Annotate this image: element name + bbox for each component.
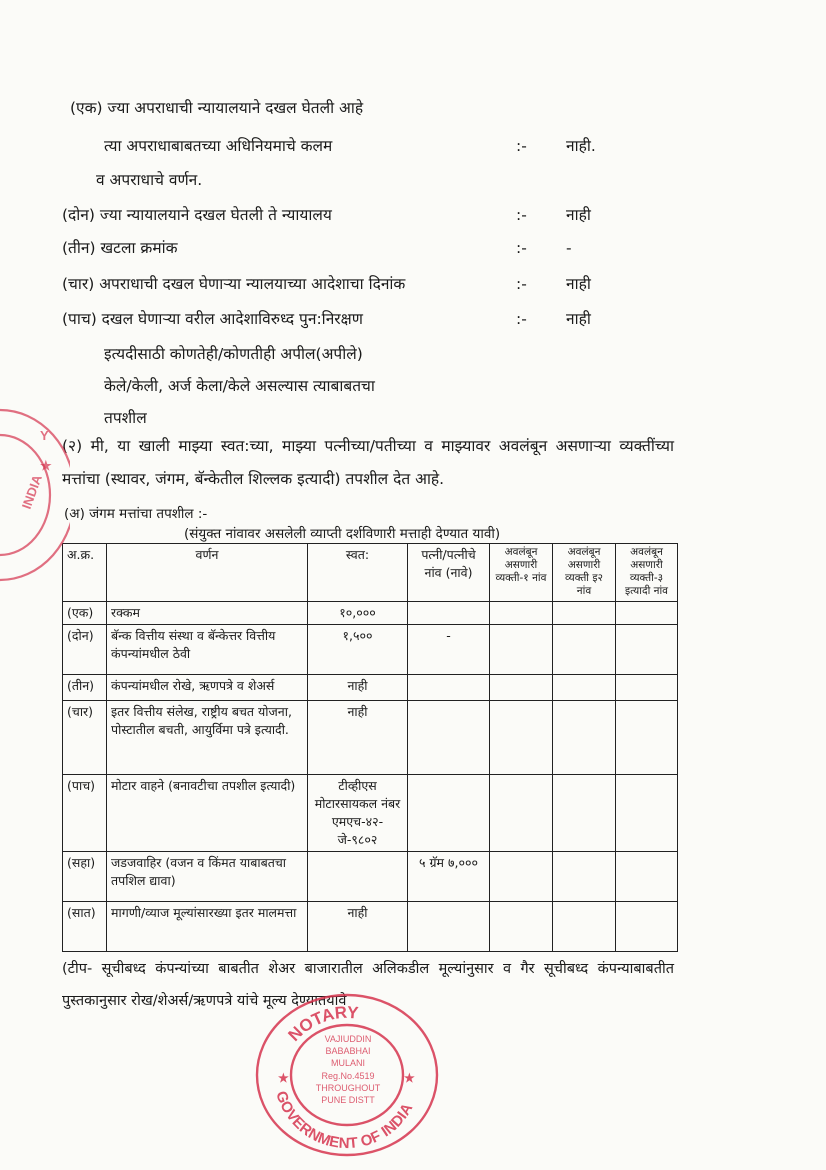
svg-text:★: ★ (278, 1071, 289, 1085)
row-description: बॅन्क वित्तीय संस्था व बॅन्केत्तर वित्तीय कंपन्यांमधील ठेवी (107, 625, 308, 675)
crime-value-1: नाही. (566, 137, 596, 155)
crime-item-5c: केले/केली, अर्ज केला/केले असल्यास त्याबाबतचा (104, 377, 375, 395)
row-dep3 (616, 675, 678, 701)
row-dep1 (490, 675, 553, 701)
row-sr: (चार) (63, 701, 107, 775)
row-sr: (पाच) (63, 775, 107, 852)
row-sr: (दोन) (63, 625, 107, 675)
row-description: इतर वित्तीय संलेख, राष्ट्रीय बचत योजना, पोस्टातील बचती, आयुर्विमा पत्रे इत्यादी. (107, 701, 308, 775)
row-dep2 (553, 775, 616, 852)
crime-item-4: (चार) अपराधाची दखल घेणाऱ्या न्यालयाच्या आदेशाचा दिनांक (62, 275, 406, 293)
crime-line-1: (एक) ज्या अपराधाची न्यायालयाने दखल घेतली आहे (70, 99, 364, 117)
row-dep1 (490, 602, 553, 625)
movable-assets-heading: (अ) जंगम मत्तांचा तपशील :- (64, 506, 208, 522)
stamp-inner-6: PUNE DISTT (321, 1095, 375, 1105)
row-dep3 (616, 701, 678, 775)
row-dep1 (490, 775, 553, 852)
svg-text:★: ★ (40, 458, 52, 473)
section-2-paragraph: (२) मी, या खाली माझ्या स्वत:च्या, माझ्या पत्नीच्या/पतीच्या व माझ्यावर अवलंबून असणाऱ्या व्यक्तींच्या मत्तांचा (स्थावर, जंगम, बॅन्केतील शिल्लक इत्यादी) तपशील देत आहे. (62, 437, 674, 488)
stamp-inner-5: THROUGHOUT (315, 1083, 381, 1093)
row-dep3 (616, 625, 678, 675)
row-dep1 (490, 701, 553, 775)
row-self-value: नाही (308, 675, 408, 701)
table-row (63, 852, 678, 902)
table-header-row (63, 544, 678, 602)
colon-3: :- (516, 239, 527, 257)
table-row (63, 675, 678, 701)
row-dep2 (553, 701, 616, 775)
movable-assets-table (62, 543, 678, 952)
colon-1: :- (516, 137, 527, 155)
notary-stamp-icon (252, 990, 442, 1160)
stamp-inner-2: BABABHAI (325, 1046, 371, 1056)
crime-item-5a: (पाच) दखल घेणाऱ्या वरील आदेशाविरुध्द पुन:निरक्षण (62, 310, 363, 328)
crime-line-3: व अपराधाचे वर्णन. (96, 171, 203, 189)
row-dep3 (616, 852, 678, 902)
row-self-value: १०,००० (308, 602, 408, 625)
crime-item-3: (तीन) खटला क्रमांक (62, 239, 178, 257)
row-dep2 (553, 625, 616, 675)
header-spouse: पत्नी/पत्नीचे नांव (नावे) (408, 544, 490, 602)
joint-assets-note: (संयुक्त नांवावर असलेली व्याप्ती दर्शविणारी मत्ताही देण्यात यावी) (184, 526, 501, 542)
row-spouse-value (408, 675, 490, 701)
row-description: कंपन्यांमधील रोखे, ऋणपत्रे व शेअर्स (107, 675, 308, 701)
colon-2: :- (516, 206, 527, 224)
stamp-top-text: NOTARY (284, 1002, 360, 1045)
table-row (63, 902, 678, 952)
crime-item-2: (दोन) ज्या न्यायालयाने दखल घेतली ते न्यायालय (62, 206, 332, 224)
crime-value-5: नाही (566, 310, 591, 328)
row-self-value: १,५०० (308, 625, 408, 675)
table-row (63, 602, 678, 625)
row-self-value: टीव्हीएस मोटारसायकल नंबर एमएच-४२-जे-९८०२ (308, 775, 408, 852)
row-dep1 (490, 625, 553, 675)
table-row (63, 701, 678, 775)
row-spouse-value (408, 902, 490, 952)
stamp-bottom-text: GOVERNMENT OF INDIA (272, 1088, 417, 1153)
crime-value-4: नाही (566, 275, 591, 293)
colon-5: :- (516, 310, 527, 328)
header-dependent-3: अवलंबून असणारी व्यक्ती-३ इत्यादी नांव (616, 544, 678, 602)
row-description: मोटार वाहने (बनावटीचा तपशील इत्यादी) (107, 775, 308, 852)
crime-item-5d: तपशील (104, 409, 147, 427)
header-sr: अ.क्र. (63, 544, 107, 602)
header-description: वर्णन (107, 544, 308, 602)
row-description: मागणी/व्याज मूल्यांसारख्या इतर मालमत्ता (107, 902, 308, 952)
colon-4: :- (516, 275, 527, 293)
row-self-value: नाही (308, 902, 408, 952)
row-sr: (सहा) (63, 852, 107, 902)
row-dep3 (616, 902, 678, 952)
row-sr: (सात) (63, 902, 107, 952)
header-self: स्वत: (308, 544, 408, 602)
row-description: जडजवाहिर (वजन व किंमत याबाबतचा तपशिल द्यावा) (107, 852, 308, 902)
row-sr: (तीन) (63, 675, 107, 701)
stamp-inner-4: Reg.No.4519 (321, 1071, 375, 1081)
row-dep1 (490, 852, 553, 902)
row-description: रक्कम (107, 602, 308, 625)
row-dep2 (553, 602, 616, 625)
header-dependent-2: अवलंबून असणारी व्यक्ती इ२ नांव (553, 544, 616, 602)
table-row (63, 775, 678, 852)
crime-line-2: त्या अपराधाबाबतच्या अधिनियमाचे कलम (104, 137, 333, 155)
crime-value-3: - (566, 239, 572, 257)
row-spouse-value (408, 701, 490, 775)
stamp-inner-3: MULANI (330, 1058, 366, 1068)
crime-item-5b: इत्यदीसाठी कोणतेही/कोणतीही अपील(अपीले) (104, 345, 363, 363)
row-spouse-value (408, 602, 490, 625)
table-row (63, 625, 678, 675)
svg-text:INDIA: INDIA (18, 472, 45, 512)
row-spouse-value (408, 775, 490, 852)
row-sr: (एक) (63, 602, 107, 625)
svg-text:★: ★ (404, 1071, 415, 1085)
header-dependent-1: अवलंबून असणारी व्यक्ती-१ नांव (490, 544, 553, 602)
stamp-inner-1: VAJIUDDIN (324, 1034, 372, 1044)
row-dep3 (616, 602, 678, 625)
row-spouse-value: ५ ग्रॅम ७,००० (408, 852, 490, 902)
row-dep1 (490, 902, 553, 952)
row-dep3 (616, 775, 678, 852)
row-self-value (308, 852, 408, 902)
crime-value-2: नाही (566, 206, 591, 224)
row-self-value: नाही (308, 701, 408, 775)
row-spouse-value: - (408, 625, 490, 675)
left-edge-seal-icon (0, 400, 70, 590)
row-dep2 (553, 902, 616, 952)
row-dep2 (553, 852, 616, 902)
row-dep2 (553, 675, 616, 701)
svg-text:Y: Y (40, 428, 49, 443)
footnote: (टीप- सूचीबध्द कंपन्यांच्या बाबतीत शेअर बाजारातील अलिकडील मूल्यांनुसार व गैर सूचीबध्द कंपन्याबाबतीत पुस्तकानुसार रोख/शेअर्स/ऋणपत्रे यांचे मूल्य देण्यातयावे (62, 961, 674, 1009)
